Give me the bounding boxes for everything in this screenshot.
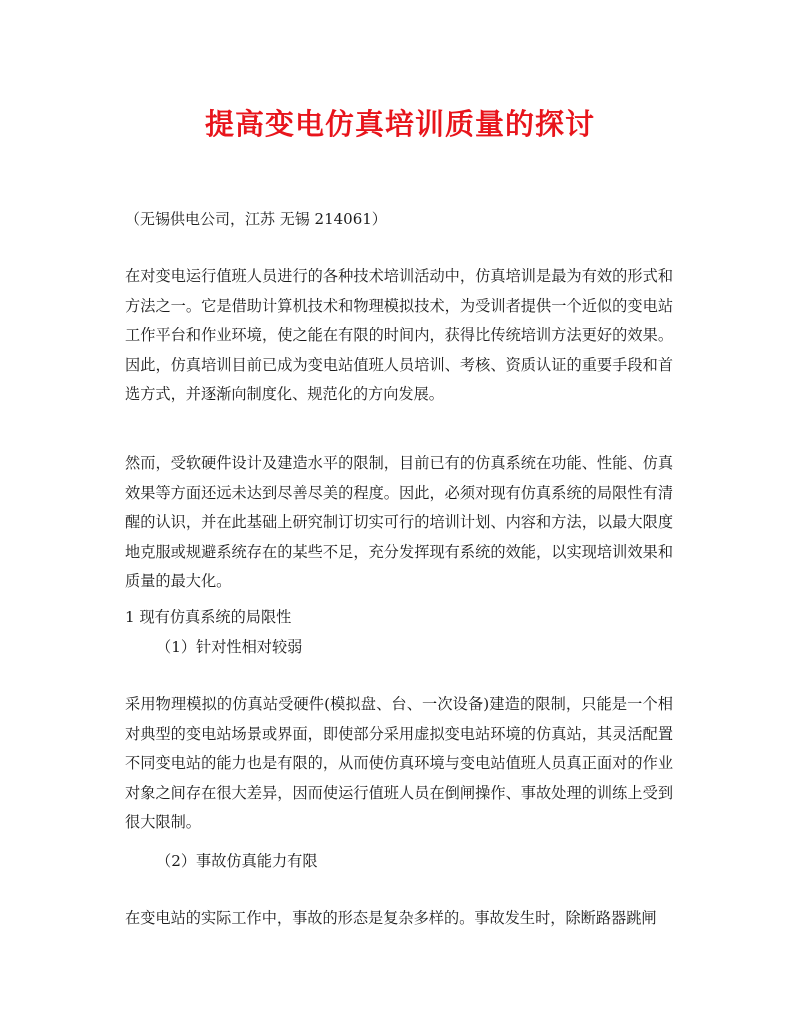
subsection-heading-1: （1）针对性相对较弱 [156, 638, 303, 656]
subsection-heading-2: （2）事故仿真能力有限 [156, 852, 318, 870]
author-affiliation: （无锡供电公司，江苏 无锡 214061） [125, 210, 387, 228]
document-title: 提高变电仿真培训质量的探讨 [204, 107, 595, 141]
paragraph-accident-simulation: 在变电站的实际工作中，事故的形态是复杂多样的。事故发生时，除断路器跳闸 [125, 909, 657, 927]
paragraph-intro: 在对变电运行值班人员进行的各种技术培训活动中，仿真培训是最为有效的形式和方法之一。它是借助计算机技术和物理模拟技术，为受训者提供一个近似的变电站工作平台和作业环境，使之能在有限的时间内，获得比传统培训方法更好的效果。因此，仿真培训目前已成为变电站值班人员培训、考核、资质认证的重要手段和首选方式，并逐渐向制度化、规范化的方向发展。 [125, 267, 673, 404]
paragraph-limitations-overview: 然而，受软硬件设计及建造水平的限制，目前已有的仿真系统在功能、性能、仿真效果等方面还远未达到尽善尽美的程度。因此，必须对现有仿真系统的局限性有清醒的认识，并在此基础上研究制订切实可行的培训计划、内容和方法，以最大限度地克服或规避系统存在的某些不足，充分发挥现有系统的效能，以实现培训效果和质量的最大化。 [125, 454, 673, 591]
section-heading-1: 1 现有仿真系统的局限性 [125, 608, 292, 626]
paragraph-targeting: 采用物理模拟的仿真站受硬件(模拟盘、台、一次设备)建造的限制，只能是一个相对典型的变电站场景或界面，即使部分采用虚拟变电站环境的仿真站，其灵活配置不同变电站的能力也是有限的，从而使仿真环境与变电站值班人员真正面对的作业对象之间存在很大差异，因而使运行值班人员在倒闸操作、事故处理的训练上受到很大限制。 [125, 695, 673, 832]
